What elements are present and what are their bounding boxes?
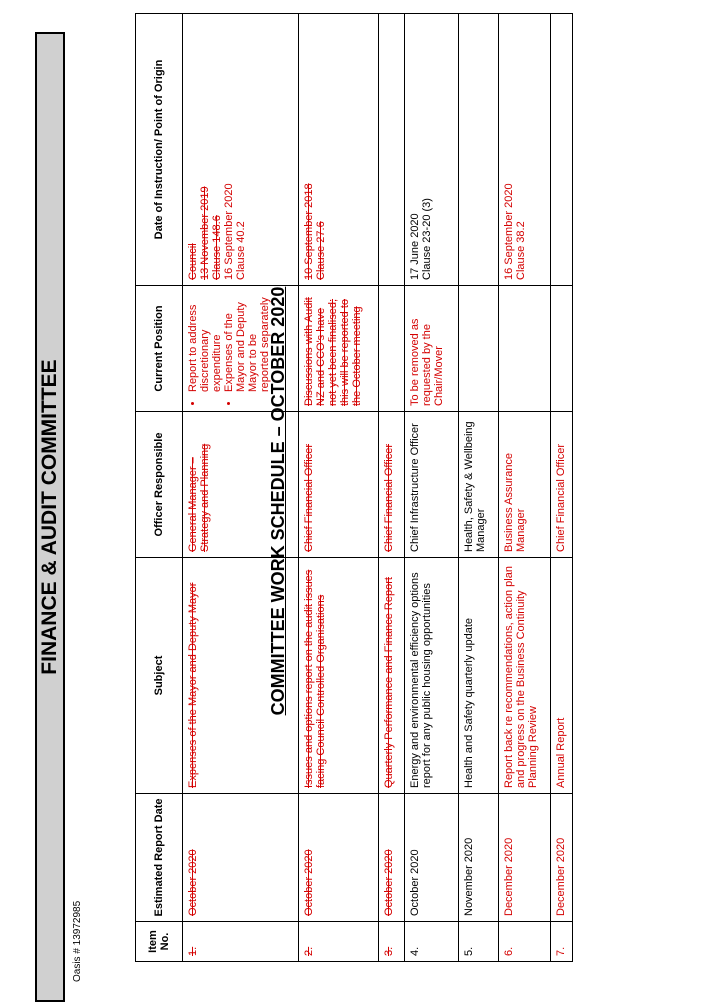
origin-line: 17 June 2020	[409, 213, 421, 280]
item-number: 4.	[405, 922, 459, 962]
subject: Health and Safety quarterly update	[459, 558, 499, 794]
officer-responsible: General Manager – Strategy and Planning	[183, 412, 299, 558]
report-date: October 2020	[183, 794, 299, 922]
table-row	[183, 14, 299, 962]
item-number: 5.	[459, 922, 499, 962]
officer-responsible: Chief Infrastructure Officer	[405, 412, 459, 558]
point-of-origin	[379, 14, 405, 286]
table-row	[299, 14, 379, 962]
point-of-origin	[459, 14, 499, 286]
point-of-origin	[299, 14, 379, 286]
subject: Report back re recommendations, action plan and progress on the Business Continuity Planning Review	[499, 558, 551, 794]
item-number: 1.	[183, 922, 299, 962]
subject: Quarterly Performance and Finance Report	[379, 558, 405, 794]
item-number: 6.	[499, 922, 551, 962]
report-date: November 2020	[459, 794, 499, 922]
point-of-origin	[551, 14, 573, 286]
item-number: 2.	[299, 922, 379, 962]
subject: Expenses of the Mayor and Deputy Mayor	[183, 558, 299, 794]
officer-responsible: Chief Financial Officer	[299, 412, 379, 558]
officer-responsible: Chief Financial Officer	[379, 412, 405, 558]
report-date: December 2020	[499, 794, 551, 922]
origin-line: Clause 23-20 (3)	[421, 198, 433, 280]
point-of-origin	[499, 14, 551, 286]
schedule-title: COMMITTEE WORK SCHEDULE – OCTOBER 2020	[268, 286, 288, 716]
origin-line: Clause 27.6	[315, 221, 327, 280]
point-of-origin	[183, 14, 299, 286]
schedule-table	[135, 13, 573, 962]
report-date: October 2020	[405, 794, 459, 922]
table-row	[551, 14, 573, 962]
officer-responsible: Chief Financial Officer	[551, 412, 573, 558]
current-position	[551, 286, 573, 412]
table-row	[499, 14, 551, 962]
table-row	[405, 14, 459, 962]
origin-line: 16 September 2020	[223, 183, 235, 280]
current-position	[499, 286, 551, 412]
header-item-no: Item No.	[136, 922, 183, 962]
report-date: October 2020	[299, 794, 379, 922]
officer-responsible: Business Assurance Manager	[499, 412, 551, 558]
header-date-of-instruction: Date of Instruction/ Point of Origin	[136, 14, 183, 286]
subject: Annual Report	[551, 558, 573, 794]
table-header-row	[136, 14, 183, 962]
position-bullet: • Expenses of the Mayor and Deputy Mayor to be reported separately	[223, 291, 271, 392]
position-bullet: • Report to address discretionary expenditure	[187, 291, 223, 392]
officer-responsible: Health, Safety & Wellbeing Manager	[459, 412, 499, 558]
header-current-position: Current Position	[136, 286, 183, 412]
committee-title: FINANCE & AUDIT COMMITTEE	[35, 32, 65, 1002]
origin-line: Clause 148.6	[211, 215, 223, 280]
table-row	[379, 14, 405, 962]
origin-line: Clause 40.2	[235, 221, 247, 280]
current-position	[183, 286, 299, 412]
subject: Issues and options report on the audit issues facing Council Controlled Organisations	[299, 558, 379, 794]
table-row	[459, 14, 499, 962]
current-position	[459, 286, 499, 412]
origin-line: Council	[187, 243, 199, 280]
origin-line: 16 September 2020	[503, 183, 515, 280]
current-position	[379, 286, 405, 412]
oasis-reference: Oasis # 13972985	[72, 900, 83, 982]
header-subject: Subject	[136, 558, 183, 794]
header-officer-responsible: Officer Responsible	[136, 412, 183, 558]
current-position: Discussions with Audit NZ and CCO's have not yet been finalised; this will be reported to the October meeting	[299, 286, 379, 412]
report-date: October 2020	[379, 794, 405, 922]
item-number: 7.	[551, 922, 573, 962]
point-of-origin	[405, 14, 459, 286]
header-estimated-report-date: Estimated Report Date	[136, 794, 183, 922]
current-position: To be removed as requested by the Chair/Mover	[405, 286, 459, 412]
origin-line: Clause 38.2	[515, 221, 527, 280]
origin-line: 13 November 2019	[199, 186, 211, 280]
origin-line: 10 September 2018	[303, 183, 315, 280]
report-date: December 2020	[551, 794, 573, 922]
item-number: 3.	[379, 922, 405, 962]
subject: Energy and environmental efficiency options report for any public housing opportunities	[405, 558, 459, 794]
